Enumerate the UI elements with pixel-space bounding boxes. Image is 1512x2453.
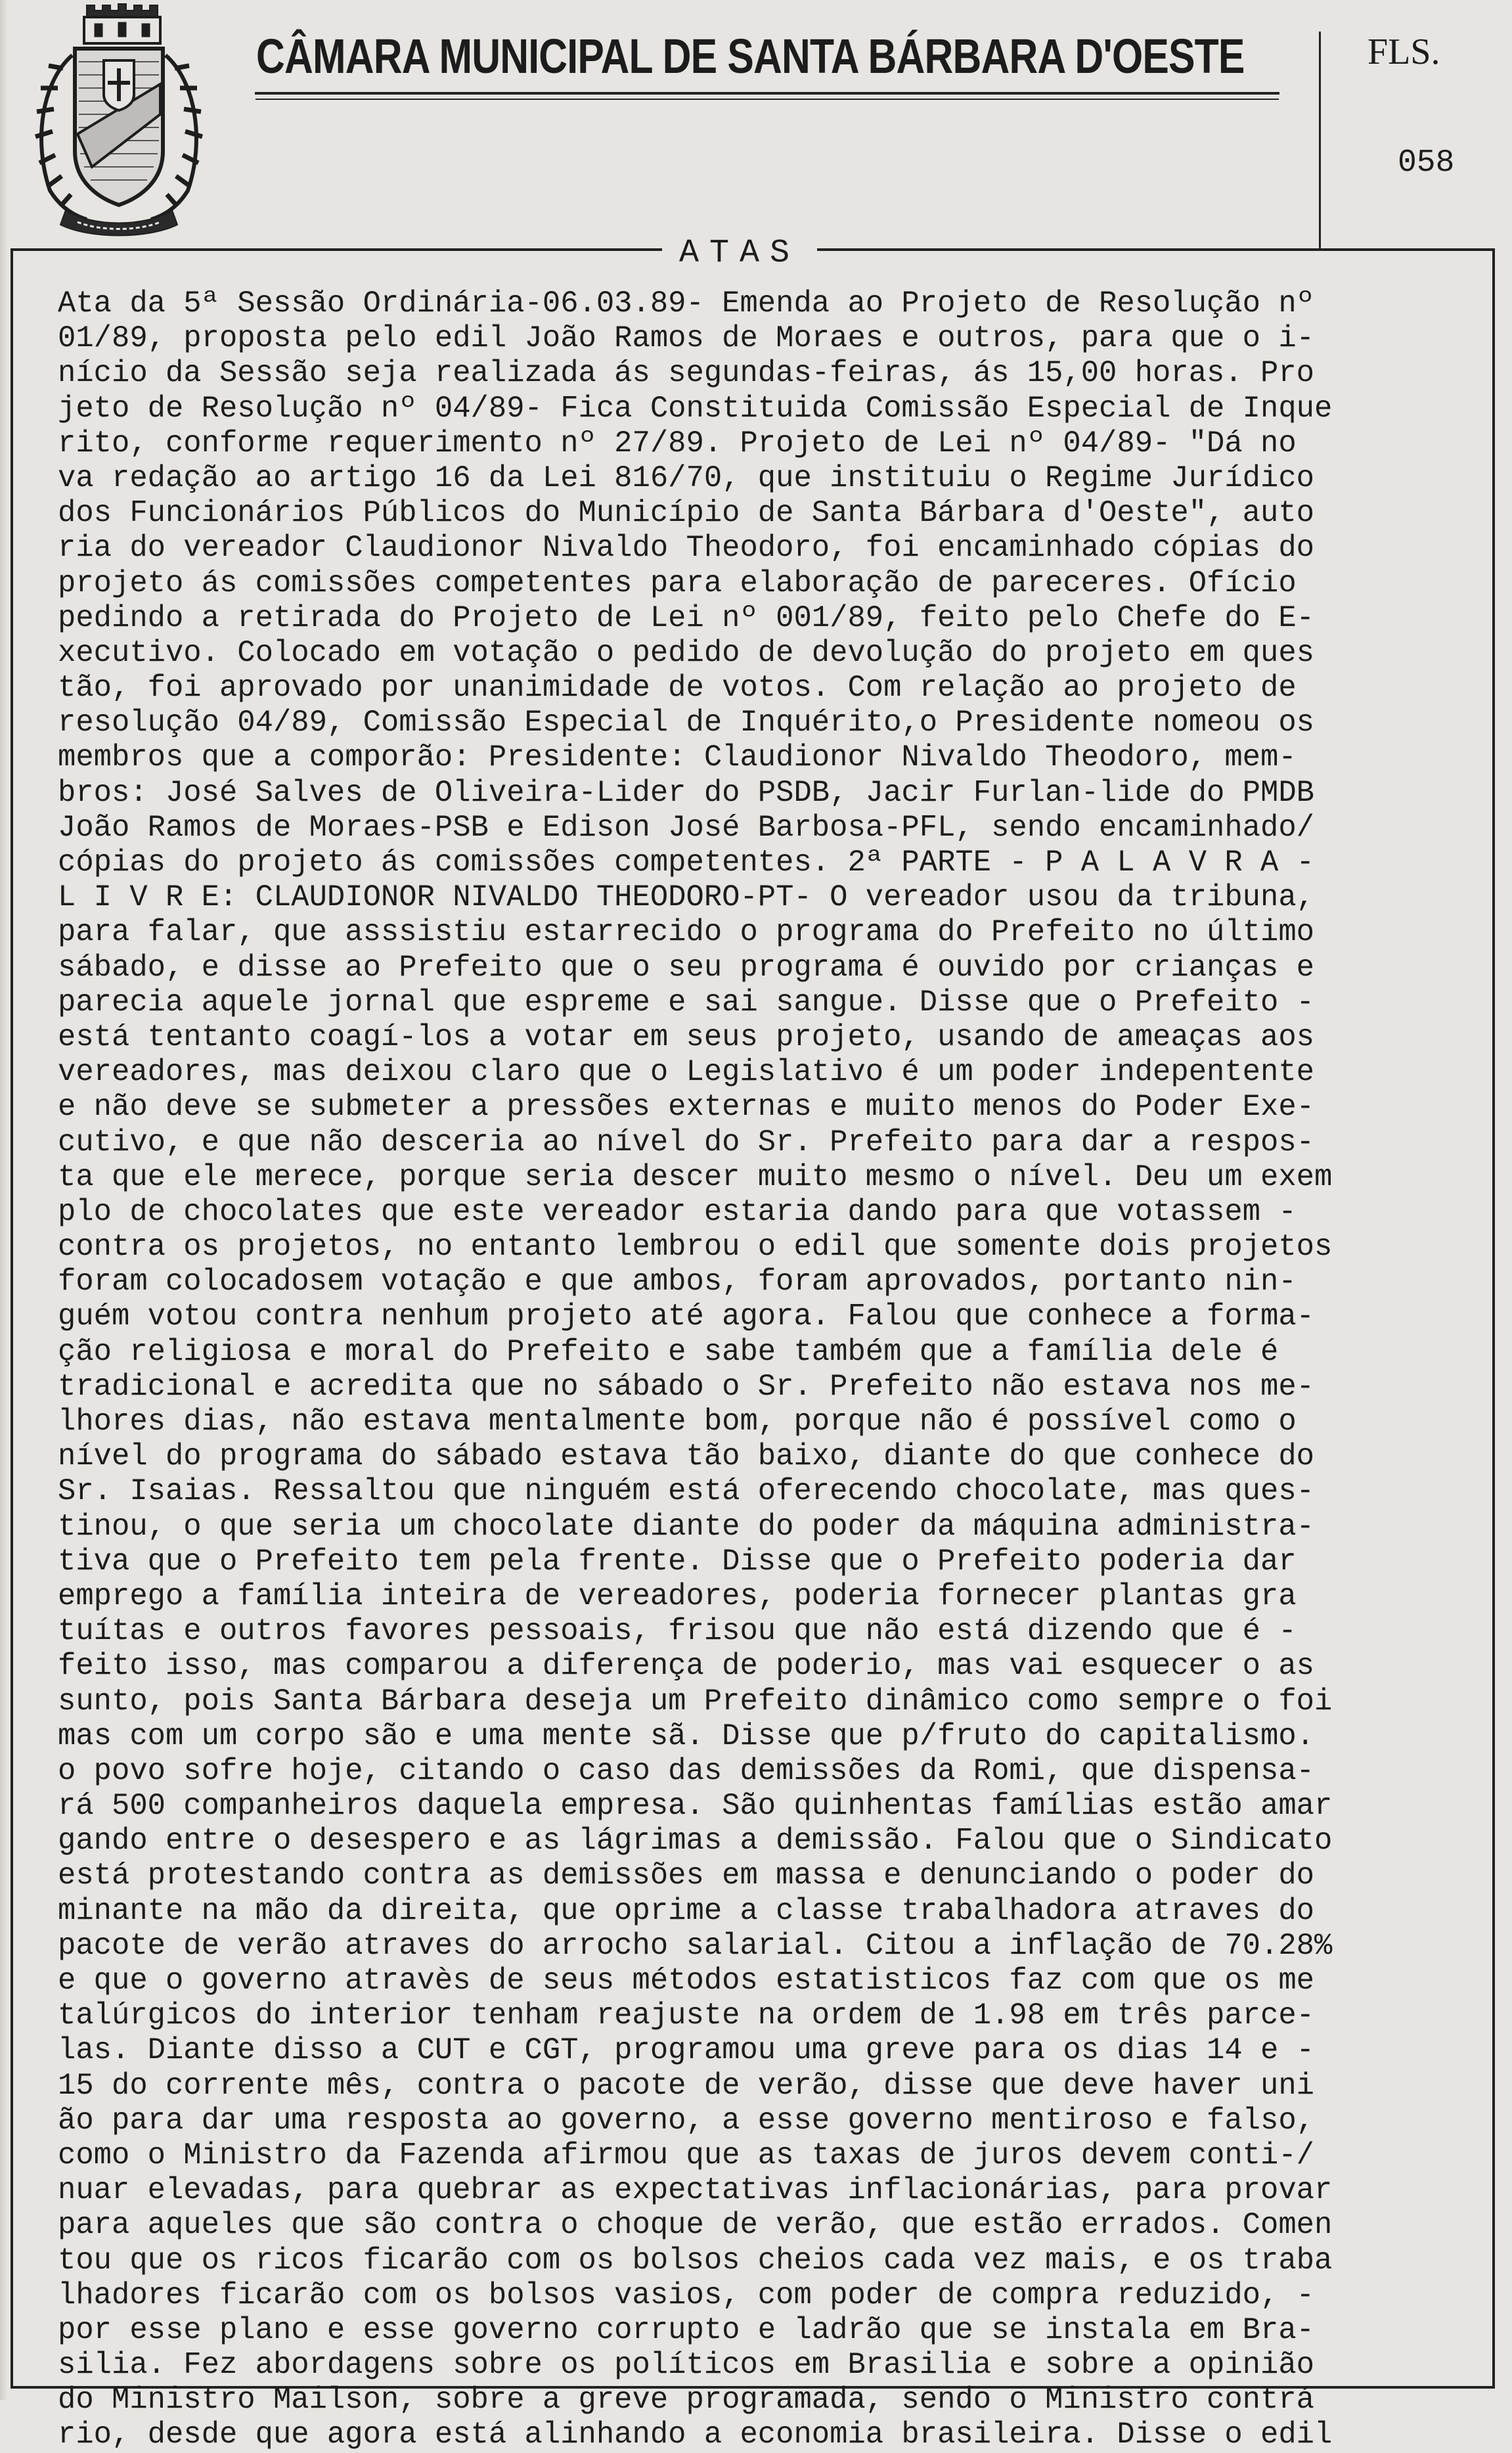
- text-line: para aqueles que são contra o choque de verão, que estão errados. Comen: [58, 2208, 1333, 2243]
- text-line: jeto de Resolução nº 04/89- Fica Constituida Comissão Especial de Inque: [58, 391, 1333, 426]
- text-line: o povo sofre hoje, citando o caso das demissões da Romi, que dispensa-: [58, 1753, 1315, 1788]
- text-line: tão, foi aprovado por unanimidade de votos. Com relação ao projeto de: [58, 671, 1297, 706]
- text-line: xecutivo. Colocado em votação o pedido de devolução do projeto em ques: [58, 635, 1315, 670]
- text-line: tiva que o Prefeito tem pela frente. Disse que o Prefeito poderia dar: [58, 1544, 1297, 1579]
- title-underline: [255, 92, 1279, 95]
- text-line: rito, conforme requerimento nº 27/89. Projeto de Lei nº 04/89- "Dá no: [58, 426, 1297, 461]
- text-line: nício da Sessão seja realizada ás segundas-feiras, ás 15,00 horas. Pro: [58, 356, 1315, 391]
- text-line: projeto ás comissões competentes para elaboração de pareceres. Ofício: [58, 566, 1297, 600]
- text-line: rá 500 companheiros daquela empresa. São quinhentas famílias estão amar: [58, 1789, 1333, 1824]
- municipal-coat-of-arms: [26, 3, 211, 239]
- minutes-text: [58, 286, 1457, 2453]
- text-line: está tentanto coagí-los a votar em seus projeto, usando de ameaças aos: [58, 1020, 1315, 1054]
- text-line: ta que ele merece, porque seria descer muito mesmo o nível. Deu um exem: [58, 1159, 1333, 1194]
- text-line: tuítas e outros favores pessoais, frisou que não está dizendo que é -: [58, 1614, 1297, 1649]
- page-fold-shadow: [0, 0, 8, 2400]
- text-line: contra os projetos, no entanto lembrou o edil que somente dois projetos: [58, 1230, 1333, 1265]
- text-line: rio, desde que agora está alinhando a economia brasileira. Disse o edil: [58, 2418, 1333, 2452]
- text-line: lhadores ficarão com os bolsos vasios, com poder de compra reduzido, -: [58, 2278, 1315, 2312]
- text-line: parecia aquele jornal que espreme e sai sangue. Disse que o Prefeito -: [58, 985, 1315, 1020]
- text-line: va redação ao artigo 16 da Lei 816/70, que instituiu o Regime Jurídico: [58, 461, 1315, 495]
- text-line: talúrgicos do interior tenham reajuste na ordem de 1.98 em três parce-: [58, 1998, 1315, 2033]
- text-line: guém votou contra nenhum projeto até agora. Falou que conhece a forma-: [58, 1299, 1315, 1334]
- text-line: L I V R E: CLAUDIONOR NIVALDO THEODORO-PT- O vereador usou da tribuna,: [58, 880, 1315, 915]
- text-line: resolução 04/89, Comissão Especial de Inquérito,o Presidente nomeou os: [58, 706, 1315, 740]
- text-line: ção religiosa e moral do Prefeito e sabe também que a família dele é: [58, 1334, 1279, 1369]
- text-line: ão para dar uma resposta ao governo, a esse governo mentiroso e falso,: [58, 2103, 1315, 2138]
- text-line: sábado, e disse ao Prefeito que o seu programa é ouvido por crianças e: [58, 950, 1315, 985]
- text-line: cutivo, e que não desceria ao nível do Sr. Prefeito para dar a respos-: [58, 1125, 1315, 1159]
- text-line: para falar, que asssistiu estarrecido o programa do Prefeito no último: [58, 915, 1315, 950]
- text-line: por esse plano e esse governo corrupto e ladrão que se instala em Bra-: [58, 2312, 1315, 2347]
- text-line: mas com um corpo são e uma mente sã. Disse que p/fruto do capitalismo.: [58, 1719, 1315, 1753]
- fls-label: FLS.: [1367, 32, 1440, 72]
- text-line: gando entre o desespero e as lágrimas a demissão. Falou que o Sindicato: [58, 1824, 1333, 1858]
- text-line: vereadores, mas deixou claro que o Legislativo é um poder indepentente: [58, 1055, 1315, 1090]
- text-line: foram colocadosem votação e que ambos, foram aprovados, portanto nin-: [58, 1265, 1297, 1299]
- text-line: minante na mão da direita, que oprime a classe trabalhadora atraves do: [58, 1893, 1315, 1928]
- text-line: nível do programa do sábado estava tão baixo, diante do que conhece do: [58, 1439, 1315, 1474]
- text-line: tinou, o que seria um chocolate diante do poder da máquina administra-: [58, 1509, 1315, 1544]
- text-line: dos Funcionários Públicos do Município de Santa Bárbara d'Oeste", auto: [58, 496, 1315, 531]
- text-line: tradicional e acredita que no sábado o Sr. Prefeito não estava nos me-: [58, 1369, 1315, 1404]
- text-line: 01/89, proposta pelo edil João Ramos de Moraes e outros, para que o i-: [58, 321, 1315, 356]
- page-number: 058: [1398, 145, 1455, 181]
- text-line: está protestando contra as demissões em massa e denunciando o poder do: [58, 1858, 1315, 1893]
- text-line: 15 do corrente mês, contra o pacote de verão, disse que deve haver uni: [58, 2068, 1315, 2103]
- header-vertical-divider: [1319, 32, 1321, 248]
- text-line: silia. Fez abordagens sobre os políticos em Brasilia e sobre a opinião: [58, 2348, 1315, 2383]
- text-line: las. Diante disso a CUT e CGT, programou uma greve para os dias 14 e -: [58, 2033, 1315, 2068]
- text-line: como o Ministro da Fazenda afirmou que as taxas de juros devem conti-/: [58, 2138, 1315, 2172]
- text-line: bros: José Salves de Oliveira-Lider do PSDB, Jacir Furlan-lide do PMDB: [58, 775, 1315, 810]
- text-line: e não deve se submeter a pressões externas e muito menos do Poder Exe-: [58, 1090, 1315, 1125]
- text-line: do Ministro Mailson, sobre a greve programada, sendo o Ministro contrá: [58, 2383, 1315, 2418]
- text-line: sunto, pois Santa Bárbara deseja um Prefeito dinâmico como sempre o foi: [58, 1684, 1333, 1719]
- text-line: lhores dias, não estava mentalmente bom, porque não é possível como o: [58, 1405, 1297, 1439]
- text-line: cópias do projeto ás comissões competentes. 2ª PARTE - P A L A V R A -: [58, 845, 1315, 880]
- text-line: plo de chocolates que este vereador estaria dando para que votassem -: [58, 1194, 1297, 1229]
- institution-title: CÂMARA MUNICIPAL DE SANTA BÁRBARA D'OESTE: [256, 29, 1245, 83]
- text-line: membros que a comporão: Presidente: Claudionor Nivaldo Theodoro, mem-: [58, 740, 1297, 775]
- text-line: feito isso, mas comparou a diferença de poderio, mas vai esquecer o as: [58, 1649, 1315, 1684]
- section-title: ATAS: [662, 234, 817, 273]
- text-line: João Ramos de Moraes-PSB e Edison José Barbosa-PFL, sendo encaminhado/: [58, 810, 1315, 845]
- text-line: tou que os ricos ficarão com os bolsos cheios cada vez mais, e os traba: [58, 2243, 1333, 2278]
- text-line: e que o governo atravès de seus métodos estatisticos faz com que os me: [58, 1964, 1315, 1998]
- text-line: emprego a família inteira de vereadores, poderia fornecer plantas gra: [58, 1579, 1297, 1613]
- text-line: ria do vereador Claudionor Nivaldo Theodoro, foi encaminhado cópias do: [58, 531, 1315, 566]
- text-line: nuar elevadas, para quebrar as expectativas inflacionárias, para provar: [58, 2173, 1333, 2208]
- text-line: Sr. Isaias. Ressaltou que ninguém está oferecendo chocolate, mas ques-: [58, 1474, 1315, 1509]
- text-line: Ata da 5ª Sessão Ordinária-06.03.89- Emenda ao Projeto de Resolução nº: [58, 286, 1315, 321]
- text-line: pacote de verão atraves do arrocho salarial. Citou a inflação de 70.28%: [58, 1928, 1333, 1963]
- text-line: pedindo a retirada do Projeto de Lei nº 001/89, feito pelo Chefe do E-: [58, 600, 1315, 635]
